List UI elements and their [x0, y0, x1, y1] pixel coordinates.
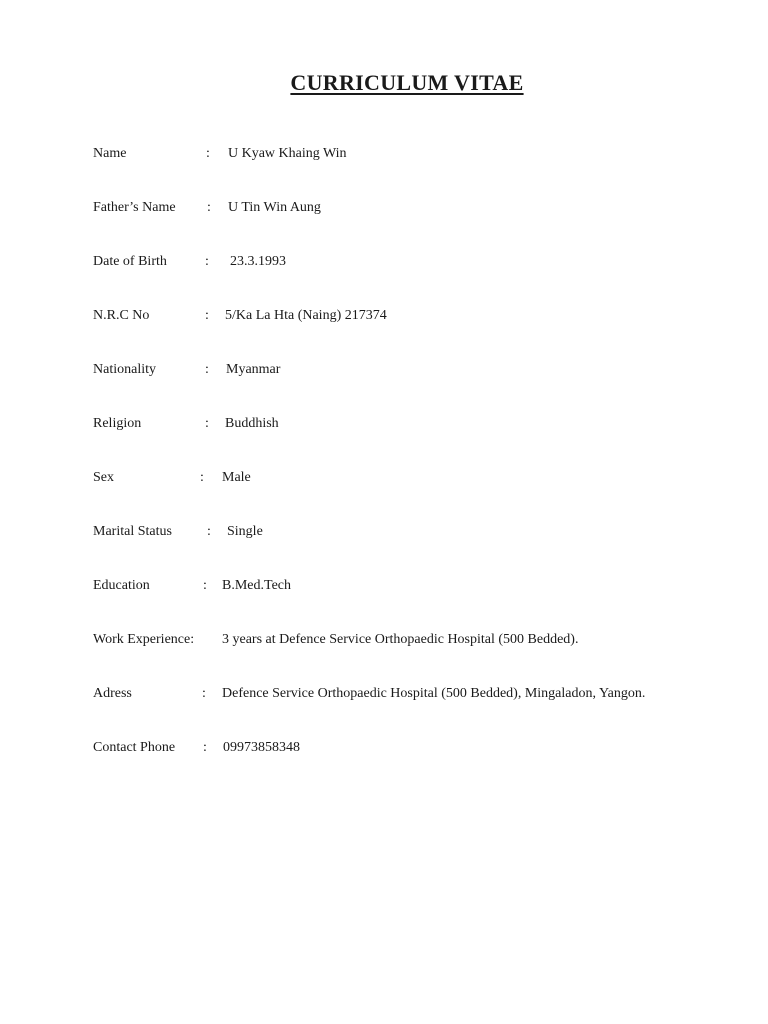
field-value: U Tin Win Aung — [228, 200, 321, 215]
field-label: Sex — [93, 470, 114, 485]
field-value: 5/Ka La Hta (Naing) 217374 — [225, 308, 387, 323]
field-colon: : — [203, 740, 207, 755]
field-colon: : — [203, 578, 207, 593]
field-value: 09973858348 — [223, 740, 300, 755]
field-label: Name — [93, 146, 127, 161]
field-colon: : — [205, 362, 209, 377]
field-label: Adress — [93, 686, 132, 701]
field-colon: : — [202, 686, 206, 701]
field-colon: : — [207, 200, 211, 215]
field-label: Work Experience: — [93, 632, 195, 647]
field-colon: : — [205, 416, 209, 431]
field-colon: : — [200, 470, 204, 485]
field-label: Contact Phone — [93, 740, 176, 755]
field-colon: : — [205, 308, 209, 323]
field-label: Date of Birth — [93, 254, 167, 269]
field-value: U Kyaw Khaing Win — [228, 146, 347, 161]
field-value: Single — [227, 524, 263, 539]
field-value: Defence Service Orthopaedic Hospital (500 Bedded), Mingaladon, Yangon. — [222, 686, 646, 701]
field-colon: : — [206, 146, 210, 161]
field-value: Myanmar — [226, 362, 281, 377]
field-label: N.R.C No — [93, 308, 150, 323]
field-label: Religion — [93, 416, 142, 431]
field-value: 23.3.1993 — [230, 254, 286, 269]
field-value: B.Med.Tech — [222, 578, 292, 593]
field-label: Nationality — [93, 362, 156, 377]
field-value: Buddhish — [225, 416, 279, 431]
cv-title: CURRICULUM VITAE — [290, 70, 524, 95]
field-label: Marital Status — [93, 524, 172, 539]
field-label: Education — [93, 578, 150, 593]
field-colon: : — [205, 254, 209, 269]
field-label: Father’s Name — [93, 200, 176, 215]
field-colon: : — [207, 524, 211, 539]
field-value: Male — [222, 470, 251, 485]
field-value: 3 years at Defence Service Orthopaedic Hospital (500 Bedded). — [222, 632, 579, 647]
